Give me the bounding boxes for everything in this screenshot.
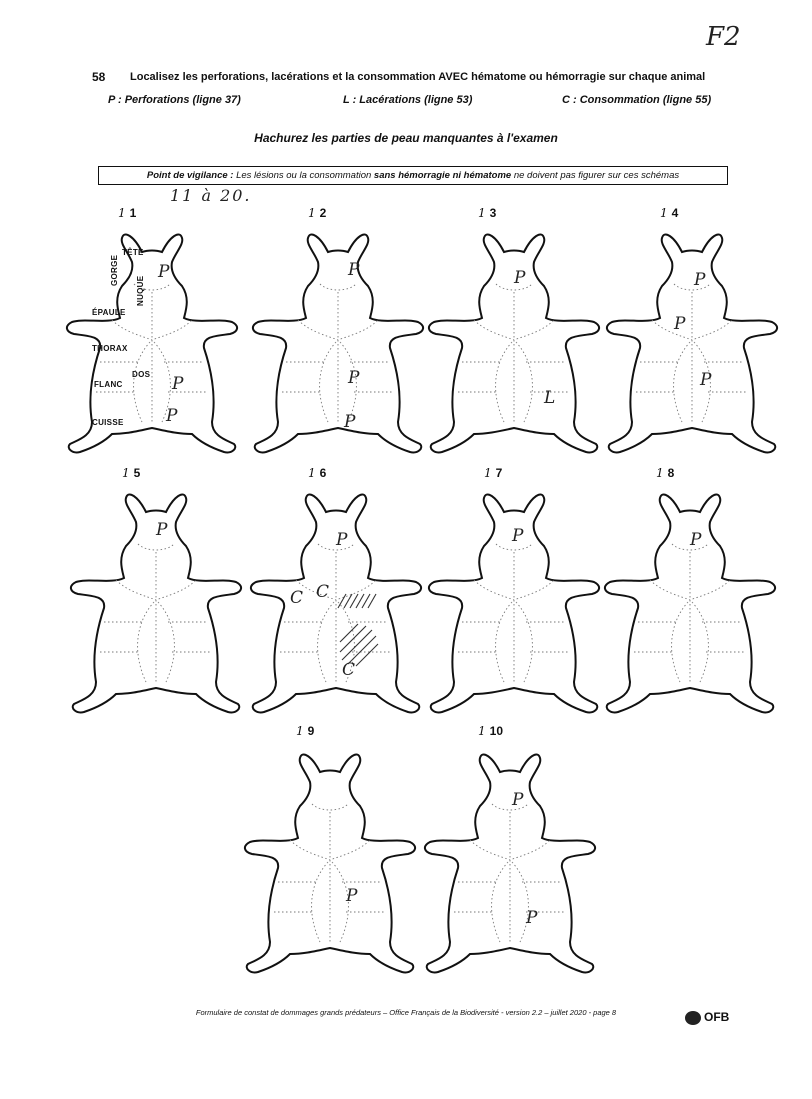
hide-diagram-1[interactable] xyxy=(62,222,242,460)
hide-diagram-5[interactable] xyxy=(66,482,246,720)
handwritten-note: 11 à 20. xyxy=(170,186,252,205)
animal-tick: 1 xyxy=(296,724,304,738)
animal-label-9 xyxy=(296,724,314,738)
region-epaule: ÉPAULE xyxy=(92,308,126,317)
animal-number: 8 xyxy=(667,466,675,480)
animal-label-5 xyxy=(122,466,140,480)
mark-perforation: P xyxy=(348,368,360,388)
instruction-subtitle: Hachurez les parties de peau manquantes à l'examen xyxy=(254,131,558,145)
region-thorax: THORAX xyxy=(92,344,128,353)
animal-tick: 1 xyxy=(308,206,316,220)
region-flanc: FLANC xyxy=(94,380,123,389)
mark-perforation: P xyxy=(156,520,168,540)
mark-perforation: P xyxy=(348,260,360,280)
vigilance-label: Point de vigilance : xyxy=(146,170,234,181)
animal-number: 10 xyxy=(489,724,503,738)
hatched-area xyxy=(338,594,378,666)
animal-label-3 xyxy=(478,206,496,220)
vigilance-text-before: Les lésions ou la consommation xyxy=(236,170,374,181)
region-nuque: NUQUE xyxy=(136,275,145,306)
mark-perforation: P xyxy=(690,530,702,550)
mark-perforation: P xyxy=(158,262,170,282)
vigilance-box xyxy=(98,166,728,185)
vigilance-emphasis: sans hémorragie ni hématome xyxy=(373,170,512,181)
animal-tick: 1 xyxy=(478,724,486,738)
hide-diagram-6[interactable] xyxy=(246,482,426,720)
region-gorge: GORGE xyxy=(110,254,119,286)
animal-number: 3 xyxy=(489,206,497,220)
animal-label-10 xyxy=(478,724,503,738)
animal-number: 4 xyxy=(671,206,679,220)
legend-lacerations: L : Lacérations (ligne 53) xyxy=(343,94,473,106)
hide-diagram-3[interactable] xyxy=(424,222,604,460)
mark-perforation: P xyxy=(700,370,712,390)
animal-tick: 1 xyxy=(122,466,130,480)
mark-perforation: P xyxy=(166,406,178,426)
ofb-logo-text: OFB xyxy=(704,1010,730,1024)
question-number: 58 xyxy=(92,70,106,84)
vigilance-text-after: ne doivent pas figurer sur ces schémas xyxy=(511,170,680,181)
mark-consommation: C xyxy=(290,588,304,608)
legend-perforations: P : Perforations (ligne 37) xyxy=(108,94,241,106)
mark-perforation: P xyxy=(674,314,686,334)
animal-label-1 xyxy=(118,206,136,220)
hide-diagram-9[interactable] xyxy=(240,742,420,980)
animal-tick: 1 xyxy=(484,466,492,480)
animal-tick: 1 xyxy=(308,466,316,480)
animal-label-6 xyxy=(308,466,326,480)
mark-consommation: C xyxy=(316,582,330,602)
mark-perforation: P xyxy=(336,530,348,550)
mark-perforation: P xyxy=(346,886,358,906)
hide-diagram-8[interactable] xyxy=(600,482,780,720)
region-cuisse: CUISSE xyxy=(92,418,124,427)
hide-diagram-10[interactable] xyxy=(420,742,600,980)
ofb-logo xyxy=(685,1010,729,1025)
corner-mark: F2 xyxy=(706,22,741,52)
ofb-logo-icon xyxy=(685,1011,701,1025)
animal-number: 9 xyxy=(307,724,315,738)
mark-perforation: P xyxy=(512,790,524,810)
animal-tick: 1 xyxy=(478,206,486,220)
question-text: Localisez les perforations, lacérations et la consommation AVEC hématome ou hémorragie sur chaque animal xyxy=(130,71,706,83)
mark-perforation: P xyxy=(512,526,524,546)
mark-perforation: P xyxy=(526,908,538,928)
animal-tick: 1 xyxy=(118,206,126,220)
animal-number: 7 xyxy=(495,466,503,480)
legend-consommation: C : Consommation (ligne 55) xyxy=(562,94,712,106)
animal-number: 2 xyxy=(319,206,327,220)
hide-diagram-4[interactable] xyxy=(602,222,782,460)
mark-laceration: L xyxy=(544,388,556,408)
animal-label-8 xyxy=(656,466,674,480)
mark-consommation: C xyxy=(342,660,356,680)
animal-number: 1 xyxy=(129,206,137,220)
mark-perforation: P xyxy=(344,412,356,432)
mark-perforation: P xyxy=(172,374,184,394)
mark-perforation: P xyxy=(694,270,706,290)
region-dos: DOS xyxy=(132,370,151,379)
region-tete: TÊTE xyxy=(122,248,144,257)
animal-number: 5 xyxy=(133,466,141,480)
hide-diagram-7[interactable] xyxy=(424,482,604,720)
animal-tick: 1 xyxy=(656,466,664,480)
page-footer: Formulaire de constat de dommages grands prédateurs – Office Français de la Biodiversité - version 2.2 – juillet 2020 - page 8 xyxy=(195,1008,617,1017)
mark-perforation: P xyxy=(514,268,526,288)
animal-label-7 xyxy=(484,466,502,480)
animal-label-4 xyxy=(660,206,678,220)
animal-label-2 xyxy=(308,206,326,220)
animal-tick: 1 xyxy=(660,206,668,220)
hide-diagram-2[interactable] xyxy=(248,222,428,460)
animal-number: 6 xyxy=(319,466,327,480)
